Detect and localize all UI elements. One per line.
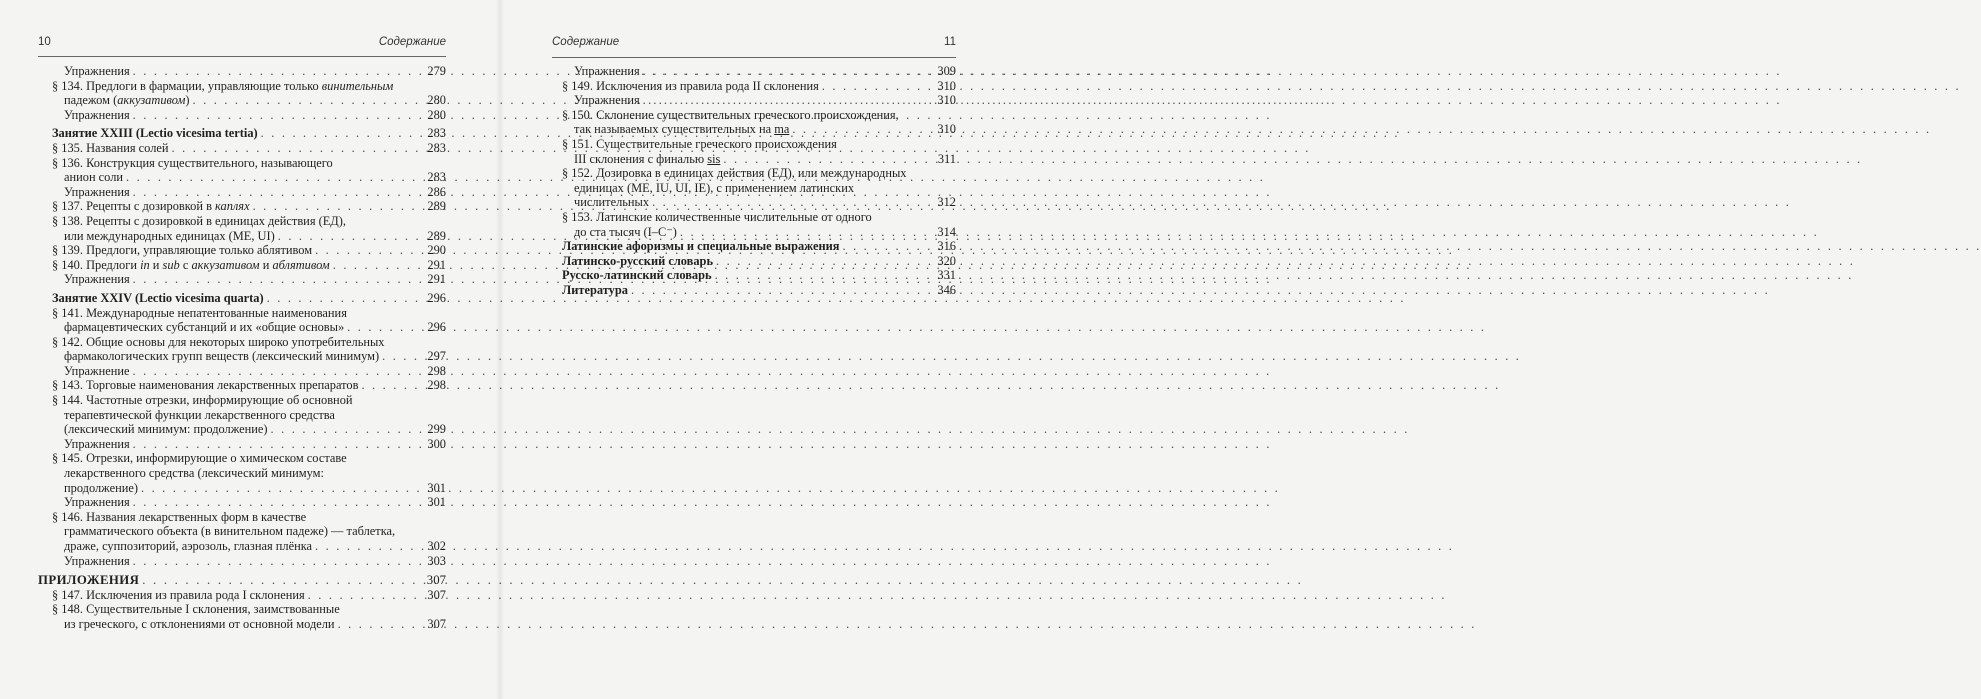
left-page-header: [38, 36, 446, 52]
toc-part-heading[interactable]: ПРИЛОЖЕНИЯ . . . 307: [38, 573, 446, 588]
toc-entry[interactable]: § 134. Предлоги в фармации, управляющие только винительным падежом (аккузативом) . . . 280: [52, 79, 446, 108]
toc-entry[interactable]: § 140. Предлоги in и sub с аккузативом и аблятивом . . . 291: [52, 258, 446, 273]
toc-entry[interactable]: Упражнение . . . 298: [52, 364, 446, 379]
toc-entry[interactable]: Упражнения . . . 310: [562, 93, 956, 108]
toc-entry[interactable]: § 138. Рецепты с дозировкой в единицах действия (ЕД), или международных единицах (ME, UI) . . . 289: [52, 214, 446, 243]
toc-entry[interactable]: Упражнения . . . 301: [52, 495, 446, 510]
toc-entry[interactable]: § 143. Торговые наименования лекарственных препаратов . . . 298: [52, 378, 446, 393]
page-number: 11: [944, 36, 956, 48]
toc-entry[interactable]: § 147. Исключения из правила рода I склонения . . . 307: [52, 588, 446, 603]
toc-entry[interactable]: Упражнения . . . 286: [52, 185, 446, 200]
toc-entry[interactable]: § 139. Предлоги, управляющие только аблятивом . . . 290: [52, 243, 446, 258]
toc-section-heading[interactable]: Русско-латинский словарь . . . 331: [562, 268, 956, 283]
header-rule: [552, 57, 956, 58]
toc-entry[interactable]: § 135. Названия солей . . . 283: [52, 141, 446, 156]
toc-entry[interactable]: § 145. Отрезки, информирующие о химическом составе лекарственного средства (лексический минимум: продолжение) . . . 301: [52, 451, 446, 495]
toc-right: [562, 64, 956, 298]
toc-section-heading[interactable]: Литература . . . 346: [562, 283, 956, 298]
toc-entry[interactable]: § 136. Конструкция существительного, называющего анион соли . . . 283: [52, 156, 446, 185]
toc-entry[interactable]: § 146. Названия лекарственных форм в качестве грамматического объекта (в винительном падеже) — таблетка, драже, суппозиторий, аэрозоль, глазная плёнка . . . 302: [52, 510, 446, 554]
toc-entry[interactable]: Упражнения . . . 280: [52, 108, 446, 123]
toc-entry[interactable]: Упражнения . . . 279: [52, 64, 446, 79]
toc-entry[interactable]: § 149. Исключения из правила рода II склонения . . . 310: [562, 79, 956, 94]
running-title: Содержание: [378, 36, 446, 48]
toc-lesson-heading[interactable]: Занятие XXIII (Lectio vicesima tertia) . . . 283: [52, 126, 446, 141]
toc-entry[interactable]: § 150. Склонение существительных греческого происхождения, так называемых существительных на ma . . . 310: [562, 108, 956, 137]
toc-entry[interactable]: § 144. Частотные отрезки, информирующие об основной терапевтической функции лекарственного средства (лексический минимум: продолжение) . . . 299: [52, 393, 446, 437]
toc-entry[interactable]: Упражнения . . . 309: [562, 64, 956, 79]
running-title: Содержание: [552, 36, 620, 48]
toc-entry[interactable]: § 141. Международные непатентованные наименования фармацевтических субстанций и их «общие основы» . . . 296: [52, 306, 446, 335]
page-number: 10: [38, 36, 51, 48]
toc-entry[interactable]: Упражнения . . . 300: [52, 437, 446, 452]
toc-lesson-heading[interactable]: Занятие XXIV (Lectio vicesima quarta) . . . 296: [52, 291, 446, 306]
toc-entry[interactable]: § 152. Дозировка в единицах действия (ЕД), или международных единицах (ME, IU, UI, IE), с применением латинских числительных . . . 312: [562, 166, 956, 210]
toc-section-heading[interactable]: Латинские афоризмы и специальные выражения . . . 316: [562, 239, 956, 254]
toc-left: [38, 64, 446, 632]
toc-entry[interactable]: § 153. Латинские количественные числительные от одного до ста тысяч (I–C⁻) . . . 314: [562, 210, 956, 239]
right-page-header: [552, 36, 956, 52]
toc-entry[interactable]: Упражнения . . . 291: [52, 272, 446, 287]
toc-section-heading[interactable]: Латинско-русский словарь . . . 320: [562, 254, 956, 269]
left-page: [0, 0, 500, 699]
toc-entry[interactable]: § 148. Существительные I склонения, заимствованные из греческого, с отклонениями от основной модели . . . 307: [52, 602, 446, 631]
toc-entry[interactable]: § 137. Рецепты с дозировкой в каплях . . . 289: [52, 199, 446, 214]
toc-entry[interactable]: Упражнения . . . 303: [52, 554, 446, 569]
right-page: [500, 0, 1000, 699]
toc-entry[interactable]: § 142. Общие основы для некоторых широко употребительных фармакологических групп веществ (лексический минимум) . . . 297: [52, 335, 446, 364]
header-rule: [38, 56, 446, 57]
toc-entry[interactable]: § 151. Существительные греческого происхождения III склонения с финалью sis . . . 311: [562, 137, 956, 166]
